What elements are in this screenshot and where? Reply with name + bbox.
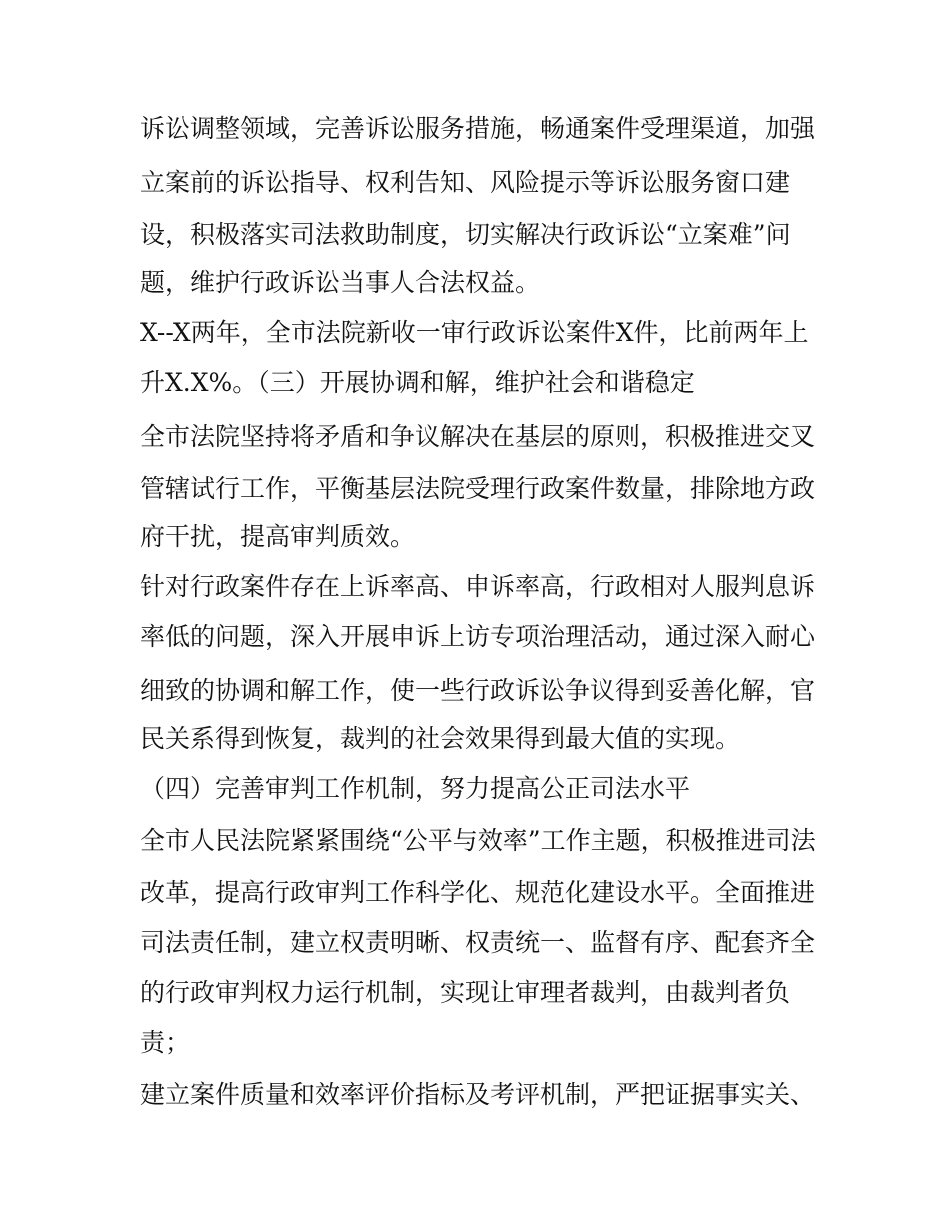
section-heading-3: 升X.X%。（三）开展协调和解，维护社会和谐稳定 <box>140 368 695 397</box>
body-text-line: 题，维护行政诉讼当事人合法权益。 <box>140 268 541 297</box>
body-text-line: 管辖试行工作，平衡基层法院受理行政案件数量，排除地方政 <box>140 474 816 503</box>
body-text-line: 改革，提高行政审判工作科学化、规范化建设水平。全面推进 <box>140 878 816 907</box>
body-text-line: 的行政审判权力运行机制，实现让审理者裁判，由裁判者负 <box>140 978 791 1007</box>
body-text-line: 全市法院坚持将矛盾和争议解决在基层的原则，积极推进交叉 <box>140 422 816 451</box>
body-text-line: 全市人民法院紧紧围绕“公平与效率”工作主题，积极推进司法 <box>140 826 816 855</box>
body-text-line: 设，积极落实司法救助制度，切实解决行政诉讼“立案难”问 <box>140 220 791 249</box>
body-text-line: 责； <box>140 1028 191 1057</box>
body-text-line: 立案前的诉讼指导、权利告知、风险提示等诉讼服务窗口建 <box>140 168 791 197</box>
body-text-line: 府干扰，提高审判质效。 <box>140 522 416 551</box>
body-text-line: 细致的协调和解工作，使一些行政诉讼争议得到妥善化解，官 <box>140 676 816 705</box>
body-text-line: X--X两年，全市法院新收一审行政诉讼案件X件，比前两年上 <box>140 318 809 347</box>
body-text-line: 针对行政案件存在上诉率高、申诉率高，行政相对人服判息诉 <box>140 572 816 601</box>
body-text-line: 诉讼调整领域，完善诉讼服务措施，畅通案件受理渠道，加强 <box>140 114 816 143</box>
body-text-line: 司法责任制，建立权责明晰、权责统一、监督有序、配套齐全 <box>140 928 816 957</box>
body-text-line: 率低的问题，深入开展申诉上访专项治理活动，通过深入耐心 <box>140 622 816 651</box>
body-text-line: 民关系得到恢复，裁判的社会效果得到最大值的实现。 <box>140 724 741 753</box>
body-text-line: 建立案件质量和效率评价指标及考评机制，严把证据事实关、 <box>140 1080 816 1109</box>
section-heading-4: （四）完善审判工作机制，努力提高公正司法水平 <box>140 774 691 803</box>
